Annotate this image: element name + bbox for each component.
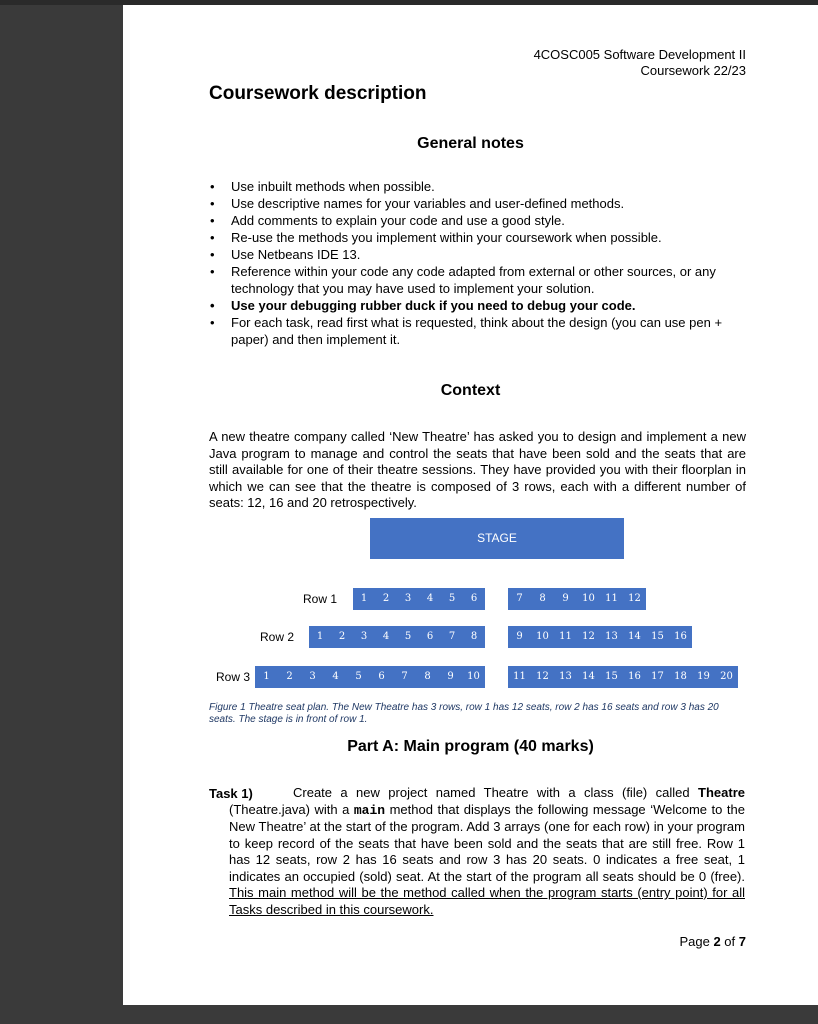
- page-number: Page 2 of 7: [679, 934, 746, 949]
- page-header: [534, 47, 746, 79]
- list-item: • Re-use the methods you implement within your coursework when possible.: [231, 229, 751, 246]
- seat-10: 10: [467, 671, 480, 682]
- seat-3: 3: [309, 671, 316, 682]
- seat-9: 9: [562, 593, 569, 604]
- seat-7: 7: [448, 631, 456, 642]
- context-paragraph: A new theatre company called ‘New Theatre’ has asked you to design and implement a new Java program to manage and control the seats that have been sold and the seats that are still available for one of their theatre sessions. They have provided you with their floorplan in which we can see that the theatre is composed of 3 rows, each with a different number of seats: 12, 16 and 20 retrospectively.: [209, 429, 746, 510]
- list-item: • Use inbuilt methods when possible.: [231, 178, 751, 195]
- figure-caption: Figure 1 Theatre seat plan. The New Theatre has 3 rows, row 1 has 12 seats, row 2 has 16 seats and row 3 has 20 seats. The stage is in front of row 1.: [209, 702, 719, 725]
- seat-12: 12: [536, 671, 549, 682]
- general-notes-heading: General notes: [417, 135, 524, 152]
- seat-6: 6: [378, 671, 385, 682]
- list-item: • Use Netbeans IDE 13.: [231, 246, 751, 263]
- seat-9: 9: [447, 671, 454, 682]
- row-3-right-seats: [508, 666, 738, 688]
- list-item: • For each task, read first what is requested, think about the design (you can use pen + paper) and then implement it.: [231, 314, 751, 348]
- seat-13: 13: [559, 671, 572, 682]
- row-3-left-seats: [255, 666, 485, 688]
- list-item: • Add comments to explain your code and use a good style.: [231, 212, 751, 229]
- seat-1: 1: [263, 671, 270, 682]
- task-1-label: Task 1): [209, 786, 253, 801]
- seat-2: 2: [338, 631, 346, 642]
- seat-8: 8: [470, 631, 478, 642]
- seat-20: 20: [720, 671, 733, 682]
- seat-4: 4: [382, 631, 390, 642]
- seat-15: 15: [605, 671, 618, 682]
- seat-8: 8: [539, 593, 546, 604]
- seat-19: 19: [697, 671, 710, 682]
- seat-10: 10: [582, 593, 595, 604]
- seat-4: 4: [332, 671, 339, 682]
- seat-1: 1: [360, 593, 368, 604]
- seat-11: 11: [605, 593, 618, 604]
- seat-10: 10: [536, 631, 549, 642]
- seat-6: 6: [470, 593, 478, 604]
- row-3-label: Row 3: [216, 670, 251, 684]
- seat-2: 2: [286, 671, 293, 682]
- row-2-right-seats: [508, 626, 692, 648]
- seat-16: 16: [674, 631, 687, 642]
- row-1-left-seats: [353, 588, 485, 610]
- coursework-title: Coursework description: [209, 83, 427, 104]
- seat-5: 5: [404, 631, 412, 642]
- part-a-heading: Part A: Main program (40 marks): [347, 738, 594, 755]
- seat-7: 7: [401, 671, 408, 682]
- seat-15: 15: [651, 631, 664, 642]
- general-notes-list: [231, 178, 751, 348]
- row-2-label: Row 2: [260, 630, 295, 644]
- seat-11: 11: [559, 631, 572, 642]
- row-1-right-seats: [508, 588, 646, 610]
- list-item: • Use your debugging rubber duck if you need to debug your code.: [231, 297, 751, 314]
- list-item: • Reference within your code any code adapted from external or other sources, or any technology that you may have used to implement your solution.: [231, 263, 751, 297]
- seat-11: 11: [513, 671, 526, 682]
- seat-8: 8: [424, 671, 431, 682]
- seat-2: 2: [382, 593, 390, 604]
- seat-5: 5: [355, 671, 362, 682]
- task-1-text: Create a new project named Theatre with a class (file) called Theatre (Theatre.java) with a main method that displays the following message ‘Welcome to the New Theatre’ at the start of the program. Add 3 arrays (one for each row) in your program to keep record of the seats that have been sold and the seats that are still free. Row 1 has 12 seats, row 2 has 16 seats and row 3 has 20 seats. 0 indicates a free seat, 1 indicates an occupied (sold) seat. At the start of the program all seats should be 0 (free). This main method will be the method called when the program starts (entry point) for all Tasks described in this coursework.: [229, 785, 745, 917]
- header-coursework: Coursework 22/23: [640, 63, 746, 78]
- seat-12: 12: [582, 631, 595, 642]
- seat-6: 6: [426, 631, 434, 642]
- seat-13: 13: [605, 631, 618, 642]
- seat-5: 5: [448, 593, 456, 604]
- seat-14: 14: [628, 631, 641, 642]
- seat-18: 18: [674, 671, 687, 682]
- document-page: [123, 5, 818, 1005]
- stage-block: STAGE: [370, 518, 624, 559]
- list-item: • Use descriptive names for your variables and user-defined methods.: [231, 195, 751, 212]
- seat-17: 17: [651, 671, 664, 682]
- seat-3: 3: [404, 593, 412, 604]
- seat-7: 7: [516, 593, 523, 604]
- context-heading: Context: [440, 382, 501, 399]
- seat-14: 14: [582, 671, 595, 682]
- seat-4: 4: [426, 593, 434, 604]
- seat-3: 3: [360, 631, 368, 642]
- seat-12: 12: [628, 593, 641, 604]
- row-2-left-seats: [309, 626, 485, 648]
- header-module: 4COSC005 Software Development II: [533, 47, 746, 62]
- seat-16: 16: [628, 671, 641, 682]
- row-1-label: Row 1: [303, 592, 338, 606]
- seat-9: 9: [516, 631, 523, 642]
- seat-1: 1: [316, 631, 324, 642]
